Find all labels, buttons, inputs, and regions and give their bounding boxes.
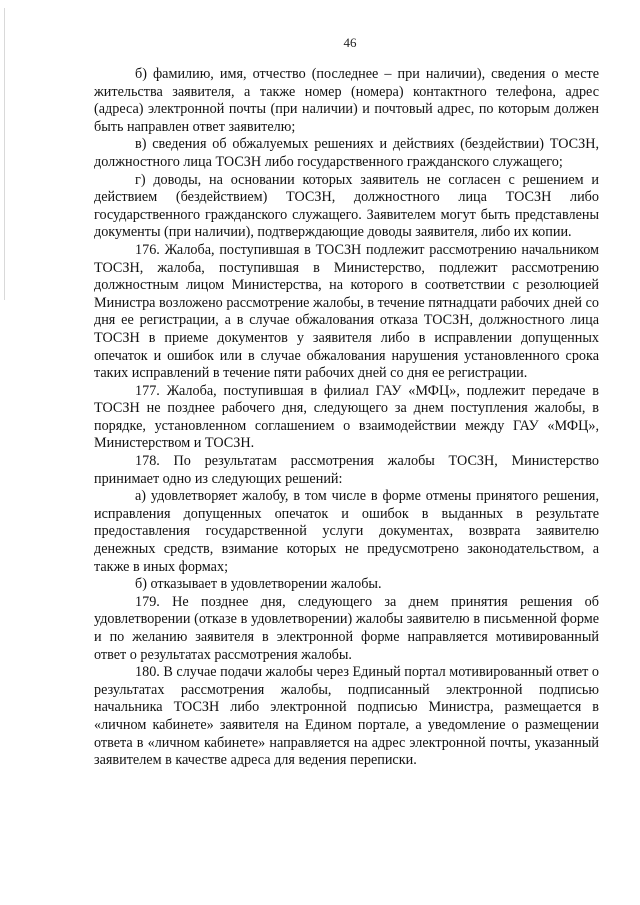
scan-edge-line (4, 8, 5, 300)
document-body (94, 66, 599, 770)
paragraph-176: 176. Жалоба, поступившая в ТОСЗН подлежит рассмотрению начальником ТОСЗН, жалоба, поступившая в Министерство, подлежит рассмотрению должностным лицом Министерства, на которого в соответствии с резолюцией Министра возложено рассмотрение жалобы, в течение пятнадцати рабочих дней со дня ее регистрации, а в случае обжалования отказа ТОСЗН, должностного лица ТОСЗН в приеме документов у заявителя либо в исправлении допущенных опечаток и ошибок или в случае обжалования нарушения установленного срока таких исправлений в течение пяти рабочих дней со дня ее регистрации. (94, 241, 599, 382)
paragraph-v-appealed-decisions: в) сведения об обжалуемых решениях и действиях (бездействии) ТОСЗН, должностного лица ТОСЗН либо государственного гражданского служащего; (94, 136, 599, 170)
paragraph-180: 180. В случае подачи жалобы через Единый портал мотивированный ответ о результатах рассмотрения жалобы, подписанный электронной подписью начальника ТОСЗН либо электронной подписью Министра, размещается в «личном кабинете» заявителя на Едином портале, а уведомление о размещении ответа в «личном кабинете» направляется на адрес электронной почты, указанный заявителем в качестве адреса для ведения переписки. (94, 664, 599, 769)
paragraph-b-contact-details: б) фамилию, имя, отчество (последнее – при наличии), сведения о месте жительства заявителя, а также номер (номера) контактного телефона, адрес (адреса) электронной почты (при наличии) и почтовый адрес, по которым должен быть направлен ответ заявителю; (94, 66, 599, 135)
paragraph-178-b: б) отказывает в удовлетворении жалобы. (135, 576, 382, 593)
page-number: 46 (343, 35, 357, 50)
paragraph-g-arguments: г) доводы, на основании которых заявитель не согласен с решением и действием (бездействием) ТОСЗН, должностного лица ТОСЗН либо государственного гражданского служащего. Заявителем могут быть представлены документы (при наличии), подтверждающие доводы заявителя, либо их копии. (94, 171, 599, 241)
paragraph-178: 178. По результатам рассмотрения жалобы ТОСЗН, Министерство принимает одно из следующих решений: (94, 453, 599, 487)
paragraph-177: 177. Жалоба, поступившая в филиал ГАУ «МФЦ», подлежит передаче в ТОСЗН не позднее рабочего дня, следующего за днем поступления жалобы, в порядке, установленном соглашением о взаимодействии между ГАУ «МФЦ», Министерством и ТОСЗН. (94, 382, 599, 452)
paragraph-178-a: а) удовлетворяет жалобу, в том числе в форме отмены принятого решения, исправления допущенных опечаток и ошибок в выданных в результате предоставления государственной услуги документах, возврата заявителю денежных средств, взимание которых не предусмотрено законодательством, а также в иных формах; (94, 488, 599, 575)
paragraph-179: 179. Не позднее дня, следующего за днем принятия решения об удовлетворении (отказе в удовлетворении) жалобы заявителю в письменной форме и по желанию заявителя в электронной форме направляется мотивированный ответ о результатах рассмотрения жалобы. (94, 593, 599, 663)
